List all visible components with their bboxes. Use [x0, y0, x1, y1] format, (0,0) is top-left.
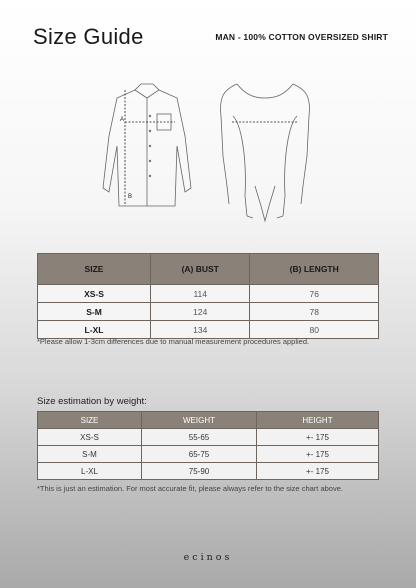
measurement-illustration	[95, 76, 315, 226]
bust-cell: 124	[151, 303, 250, 321]
header-size: SIZE	[38, 254, 151, 285]
height-cell: +- 175	[257, 429, 379, 446]
header-bust: (A) BUST	[151, 254, 250, 285]
weight-table	[37, 411, 379, 480]
size-cell: L-XL	[38, 463, 142, 480]
measurement-note: *Please allow 1-3cm differences due to manual measurement procedures applied.	[37, 337, 310, 346]
size-cell: S-M	[38, 446, 142, 463]
label-a: A	[120, 117, 125, 123]
header-height: HEIGHT	[257, 412, 379, 429]
size-table-header-row	[38, 254, 379, 285]
header-weight: WEIGHT	[142, 412, 257, 429]
length-cell: 80	[250, 321, 379, 339]
page-title: Size Guide	[33, 24, 144, 49]
weight-section-title: Size estimation by weight:	[37, 396, 147, 407]
weight-table-header-row	[38, 412, 379, 429]
size-cell: L-XL	[38, 321, 151, 339]
table-row	[38, 446, 379, 463]
estimation-note: *This is just an estimation. For most accurate fit, please always refer to the size chart above.	[37, 484, 343, 493]
bust-cell: 134	[151, 321, 250, 339]
table-row	[38, 463, 379, 480]
table-row	[38, 429, 379, 446]
brand-logo: ecinos	[183, 552, 233, 563]
size-cell: S-M	[38, 303, 151, 321]
weight-cell: 75-90	[142, 463, 257, 480]
height-cell: +- 175	[257, 446, 379, 463]
header-size: SIZE	[38, 412, 142, 429]
length-cell: 76	[250, 285, 379, 303]
label-b: B	[128, 194, 133, 200]
table-row	[38, 285, 379, 303]
table-row	[38, 303, 379, 321]
size-cell: XS-S	[38, 429, 142, 446]
size-cell: XS-S	[38, 285, 151, 303]
weight-cell: 55-65	[142, 429, 257, 446]
size-table	[37, 253, 379, 339]
height-cell: +- 175	[257, 463, 379, 480]
table-row	[38, 321, 379, 339]
product-subtitle: MAN - 100% COTTON OVERSIZED SHIRT	[215, 32, 388, 42]
shirt-drawing	[103, 84, 191, 206]
header-length: (B) LENGTH	[250, 254, 379, 285]
bust-cell: 114	[151, 285, 250, 303]
length-cell: 78	[250, 303, 379, 321]
torso-drawing	[221, 84, 310, 221]
weight-cell: 65-75	[142, 446, 257, 463]
